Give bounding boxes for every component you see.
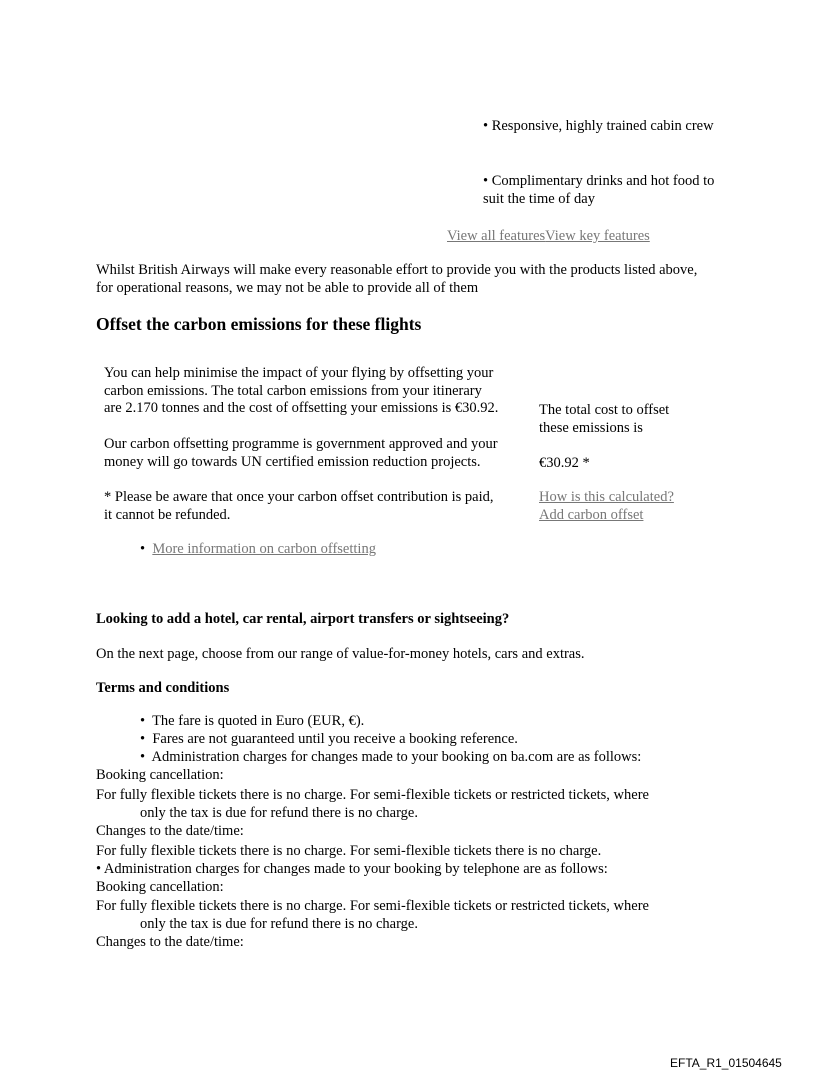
terms-line: Booking cancellation: <box>96 767 224 783</box>
carbon-programme <box>104 436 498 471</box>
carbon-heading: Offset the carbon emissions for these flights <box>96 314 422 334</box>
how-calculated-link[interactable]: How is this calculated? <box>539 489 674 505</box>
carbon-total-value: €30.92 * <box>539 455 590 471</box>
disclaimer-text: Whilst British Airways will make every reasonable effort to provide you with the products listed above, for operational reasons, we may not be able to provide all of them <box>96 262 698 296</box>
more-info-carbon-link[interactable]: More information on carbon offsetting <box>152 541 376 557</box>
terms-line: • Administration charges for changes made to your booking by telephone are as follows: <box>96 861 608 877</box>
feature-item: • Responsive, highly trained cabin crew <box>483 118 714 134</box>
carbon-refund-note <box>104 489 494 524</box>
bullet-icon: • <box>140 731 146 747</box>
terms-heading: Terms and conditions <box>96 680 230 696</box>
more-info-item <box>140 541 376 558</box>
terms-line: For fully flexible tickets there is no charge. For semi-flexible tickets there is no charge. <box>96 843 602 859</box>
view-all-features-link[interactable]: View all features <box>447 228 546 244</box>
document-code: EFTA_R1_01504645 <box>670 1056 782 1070</box>
terms-line: Booking cancellation: <box>96 879 224 895</box>
add-carbon-offset-link[interactable]: Add carbon offset <box>539 507 644 523</box>
terms-line: For fully flexible tickets there is no charge. For semi-flexible tickets or restricted tickets, where <box>96 787 649 803</box>
terms-bullet-text: The fare is quoted in Euro (EUR, €). <box>152 713 365 729</box>
terms-line: only the tax is due for refund there is no charge. <box>140 805 418 821</box>
carbon-intro-line: are 2.170 tonnes and the cost of offsetting your emissions is €30.92. <box>104 400 499 416</box>
bullet-icon: • <box>140 749 146 765</box>
terms-bullet-text: Fares are not guaranteed until you receive a booking reference. <box>152 731 518 747</box>
carbon-total-label-line: The total cost to offset <box>539 402 670 418</box>
bullet-icon: • <box>140 541 146 557</box>
carbon-intro-line: carbon emissions. The total carbon emissions from your itinerary <box>104 382 482 399</box>
extras-heading: Looking to add a hotel, car rental, airport transfers or sightseeing? <box>96 611 510 627</box>
extras-text: On the next page, choose from our range of value-for-money hotels, cars and extras. <box>96 646 585 662</box>
feature-item: • Complimentary drinks and hot food to suit the time of day <box>483 173 715 207</box>
terms-line: For fully flexible tickets there is no charge. For semi-flexible tickets or restricted tickets, where <box>96 898 649 914</box>
carbon-intro <box>104 365 498 418</box>
terms-bullet <box>140 731 518 749</box>
carbon-total-label-line: these emissions is <box>539 419 643 436</box>
carbon-refund-line: * Please be aware that once your carbon offset contribution is paid, <box>104 489 494 505</box>
carbon-programme-line: money will go towards UN certified emission reduction projects. <box>104 453 481 470</box>
feature-links <box>447 228 650 245</box>
carbon-refund-line: it cannot be refunded. <box>104 506 231 523</box>
terms-bullet <box>140 713 364 731</box>
view-key-features-link[interactable]: View key features <box>545 228 650 244</box>
terms-bullet <box>140 749 641 767</box>
carbon-total-label <box>539 402 669 437</box>
terms-line: Changes to the date/time: <box>96 823 244 839</box>
carbon-programme-line: Our carbon offsetting programme is government approved and your <box>104 436 498 452</box>
terms-line: only the tax is due for refund there is no charge. <box>140 916 418 932</box>
terms-bullet-text: Administration charges for changes made to your booking on ba.com are as follows: <box>151 749 642 765</box>
carbon-intro-line: You can help minimise the impact of your flying by offsetting your <box>104 365 494 381</box>
terms-line: Changes to the date/time: <box>96 934 244 950</box>
bullet-icon: • <box>140 713 146 729</box>
